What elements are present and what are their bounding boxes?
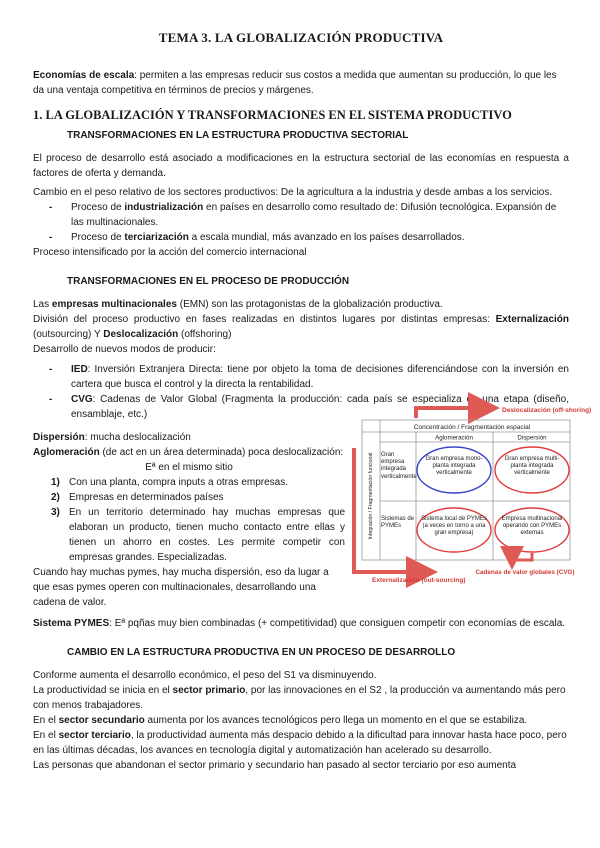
list-item: 3) En un territorio determinado hay muchas empresas que elaboran un producto, tienen mucho contacto entre ellas y tienen un ahorro en costes. Les permite competir con empresas grandes. Especializadas. xyxy=(51,507,345,564)
col-dispersion: Dispersión xyxy=(517,434,547,442)
list-item: - CVG: Cadenas de Valor Global (Fragmenta la producción: cada país se especializa en una etapa (diseño, ensamblaje, etc.) xyxy=(33,392,569,422)
row1-label: Gran empresa integrada verticalmente xyxy=(381,452,417,480)
sub3-p1: Conforme aumenta el desarrollo económico, el peso del S1 va disminuyendo. xyxy=(33,670,377,682)
cvg-label: Cadenas de valor globales (CVG) xyxy=(475,569,575,576)
side-label: Integración / Fragmentación funcional xyxy=(368,452,374,540)
cell-c22: Empresa multinacional operando con PYMEs externas xyxy=(501,516,563,537)
cvg-arrow xyxy=(512,553,532,564)
sub1-p3: Proceso intensificado por la acción del comercio internacional xyxy=(33,247,307,259)
offshoring-arrow xyxy=(416,408,492,418)
sub3-p4: En el sector terciario, la productividad aumenta más despacio debido a la dificultad para innovar hasta hace poco, pero en las últimas décadas, los avances en tecnología digital y automatización han acelerado su desarrollo. xyxy=(33,730,567,757)
sub1-p1: El proceso de desarrollo está asociado a modificaciones en la estructura sectorial de las economías en respuesta a factores de oferta y demanda. xyxy=(33,153,569,180)
dispersion-line: Dispersión: mucha deslocalización xyxy=(33,432,191,444)
section1-heading: 1. LA GLOBALIZACIÓN Y TRANSFORMACIONES EN EL SISTEMA PRODUCTIVO xyxy=(33,107,512,122)
sub3-heading: CAMBIO EN LA ESTRUCTURA PRODUCTIVA EN UN PROCESO DE DESARROLLO xyxy=(67,647,456,659)
cell-c11: Gran empresa mono-planta integrada verticalmente xyxy=(425,456,483,477)
cell-c21: Sistema local de PYMEs (a veces en torno a una gran empresa) xyxy=(421,516,487,537)
sub1-p2: Cambio en el peso relativo de los sectores productivos: De la agricultura a la industria y desde ambas a los servicios. xyxy=(33,187,553,199)
sub2-p4: Cuando hay muchas pymes, hay mucha dispersión, eso da lugar a que esas pymes operen con multinacionales, desarrollando una cadena de valor. xyxy=(33,567,329,609)
list-item: - Proceso de terciarización a escala mundial, más avanzado en los países desarrollados. xyxy=(33,230,569,245)
intro-paragraph: Economías de escala: permiten a las empresas reducir sus costos a medida que aumentan su producción, lo que les da una ventaja competitiva en términos de precios y márgenes. xyxy=(33,69,557,96)
offshoring-label: Deslocalización (off-shoring) xyxy=(502,407,592,414)
list-item: - Proceso de industrialización en países en desarrollo como resultado de: Difusión tecnológica. Expansión de las multinacionales. xyxy=(33,200,569,230)
list-item: 2) Empresas en determinados países xyxy=(51,492,224,504)
cell-c12: Gran empresa multi-planta integrada verticalmente xyxy=(504,456,560,477)
sub2-p1: Las empresas multinacionales (EMN) son las protagonistas de la globalización productiva. xyxy=(33,299,443,311)
sub1-list xyxy=(33,200,569,245)
outsourcing-label: Externalización (out-sourcing) xyxy=(372,577,466,584)
left-column xyxy=(33,430,345,565)
pymes-line: Sistema PYMES: Eª pqñas muy bien combinadas (+ competitividad) que consiguen competir con economías de escala. xyxy=(33,618,566,630)
sub3-p2: La productividad se inicia en el sector primario, por las innovaciones en el S2 , la producción va aumentando más pero con menos trabajadores. xyxy=(33,685,566,712)
header-top: Concentración / Fragmentación espacial xyxy=(413,424,531,431)
page-title: TEMA 3. LA GLOBALIZACIÓN PRODUCTIVA xyxy=(158,30,444,45)
col-aglomeracion: Aglomeración xyxy=(435,434,473,442)
row2-label: Sistemas de PYMEs xyxy=(381,516,415,530)
intro-term: Economías de escala xyxy=(33,69,135,81)
sub2-p2: División del proceso productivo en fases realizadas en distintos lugares por distintas empresas: Externalización (outsourcing) Y Deslocalización (offshoring) xyxy=(33,314,569,341)
globalization-diagram xyxy=(312,378,592,588)
sub3-p5: Las personas que abandonan el sector primario y secundario han pasado al sector terciario por eso aumenta xyxy=(33,760,517,772)
list-item: 1) Con una planta, compra inputs a otras empresas. xyxy=(51,477,289,489)
aglomeracion-list xyxy=(33,475,345,565)
sitio-line: Eª en el mismo sitio xyxy=(145,462,233,474)
sub1-heading: TRANSFORMACIONES EN LA ESTRUCTURA PRODUCTIVA SECTORIAL xyxy=(67,130,409,142)
sub2-heading: TRANSFORMACIONES EN EL PROCESO DE PRODUCCIÓN xyxy=(67,276,350,288)
list-item: - IED: Inversión Extranjera Directa: tiene por objeto la toma de decisiones diferenciándose con la inversión en cartera que busca el control y la directa la rentabilidad. xyxy=(33,362,569,392)
aglomeracion-line: Aglomeración (de act en un área determinada) poca deslocalización: xyxy=(33,447,344,459)
sub3-p3: En el sector secundario aumenta por los avances tecnológicos pero llega un momento en el que se estabiliza. xyxy=(33,715,528,727)
sub2-p3: Desarrollo de nuevos modos de producir: xyxy=(33,344,216,356)
